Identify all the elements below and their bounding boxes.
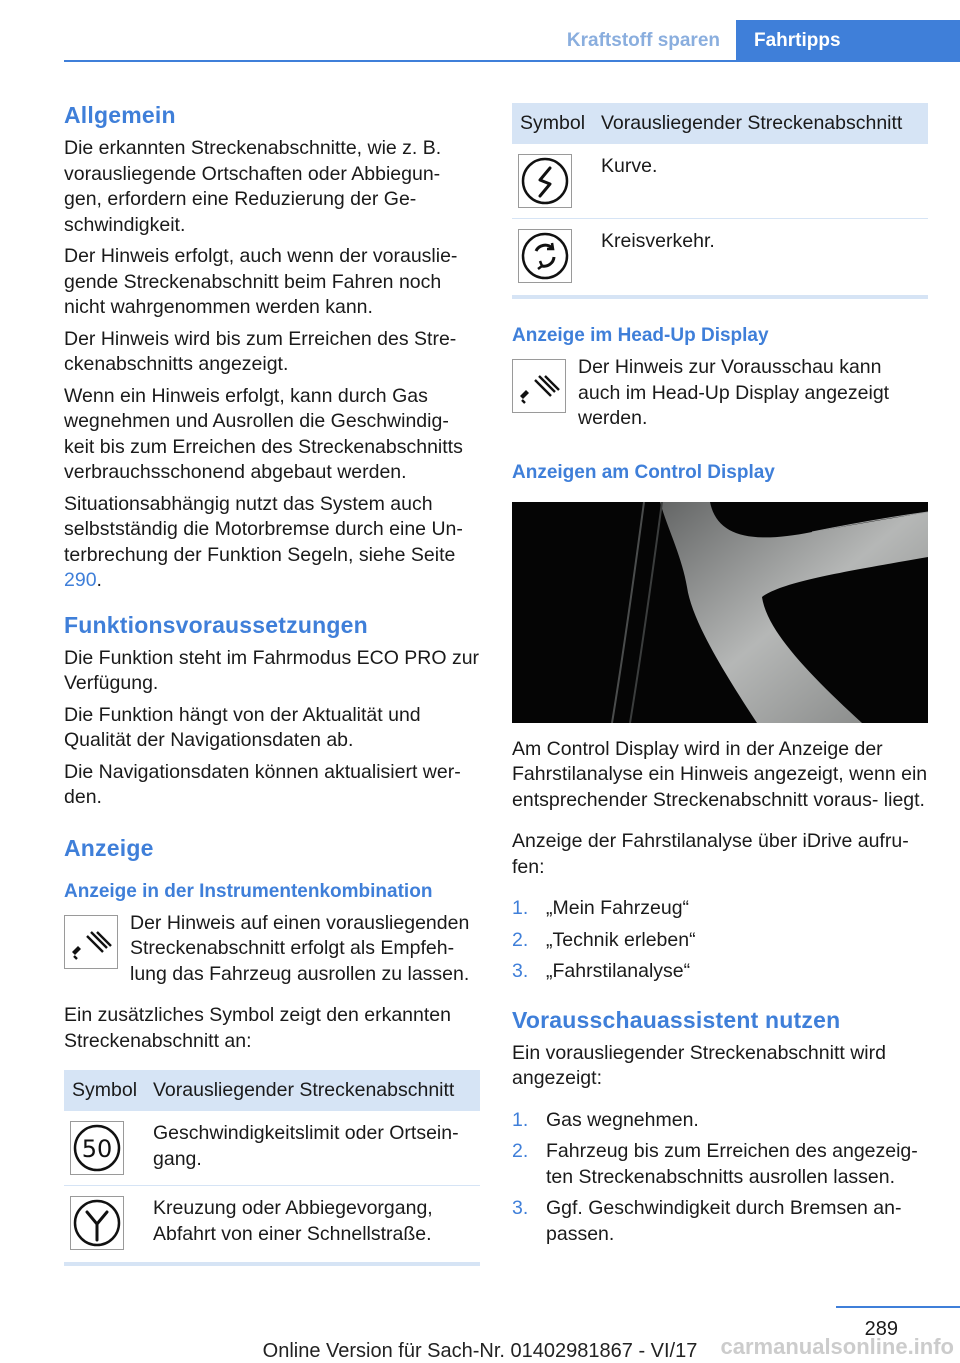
- paragraph: Der Hinweis wird bis zum Erreichen des Stre‐ ckenabschnitts angezeigt.: [64, 327, 457, 375]
- table-cell-text: Kurve.: [593, 144, 928, 219]
- speed-limit-value: 50: [81, 1135, 113, 1163]
- page-reference-link[interactable]: 290: [64, 569, 97, 591]
- paragraph: Ein vorausliegender Streckenabschnitt wird angezeigt:: [512, 1041, 886, 1089]
- paragraph: Die erkannten Streckenabschnitte, wie z. B. vorausliegende Ortschaften oder Abbiegun‐ gen, erfordern eine Reduzierung der Ge‐ schwindigkeit.: [64, 137, 442, 236]
- page-header: [0, 0, 960, 62]
- list-item: [512, 959, 928, 985]
- header-rule: [64, 60, 960, 62]
- table-row: [64, 1186, 480, 1265]
- paragraph: Anzeige der Fahrstilanalyse über iDrive aufru‐ fen:: [512, 830, 909, 878]
- list-item: [512, 1139, 928, 1190]
- table-row: [512, 219, 928, 298]
- heading-allgemein: Allgemein: [64, 102, 176, 128]
- junction-icon: [70, 1196, 124, 1250]
- hud-hint-text: Der Hinweis zur Vorausschau kann auch im Head-Up Display angezeigt werden.: [578, 356, 890, 429]
- list-number: 1.: [512, 1108, 529, 1131]
- subheading-instrumentenkombination: Anzeige in der Instrumentenkombination: [64, 880, 433, 902]
- page-number: 289: [864, 1318, 898, 1340]
- paragraph-text: Situationsabhängig nutzt das System auch selbstständig die Motorbremse durch eine Un‐ terbrechung der Funktion Segeln, siehe Seite: [64, 492, 463, 566]
- table-cell-text: Kreisverkehr.: [593, 219, 928, 298]
- table-row: [64, 1111, 480, 1186]
- symbol-table-right: [512, 103, 928, 299]
- list-number: 3.: [512, 960, 529, 982]
- right-column: [512, 103, 928, 1253]
- coasting-hint-text: Der Hinweis auf einen vorausliegenden Streckenabschnitt erfolgt als Empfeh‐ lung das Fahrzeug ausrollen zu lassen.: [130, 911, 470, 985]
- list-item: [512, 1196, 928, 1247]
- list-text: Fahrzeug bis zum Erreichen des angezeig‐ ten Streckenabschnitts ausrollen lassen.: [546, 1140, 918, 1188]
- heading-funktionsvoraussetzungen: Funktionsvoraussetzungen: [64, 611, 368, 638]
- paragraph: Wenn ein Hinweis erfolgt, kann durch Gas wegnehmen und Ausrollen die Geschwindig‐ keit bis zum Erreichen des Streckenabschnitts verbrauchsschonend abgebaut werden.: [64, 384, 463, 483]
- paragraph: Die Navigationsdaten können aktualisiert wer‐ den.: [64, 760, 461, 808]
- online-version-note: Online Version für Sach-Nr. 01402981867 - VI/17: [262, 1340, 698, 1362]
- footer-rule: [836, 1306, 960, 1308]
- list-number: 2.: [512, 1140, 529, 1162]
- list-text: Gas wegnehmen.: [546, 1108, 699, 1131]
- list-item: [512, 928, 928, 954]
- heading-vorausschauassistent: Vorausschauassistent nutzen: [512, 1006, 841, 1033]
- list-number: 2.: [512, 928, 529, 951]
- list-item: [512, 896, 928, 922]
- list-text: „Technik erleben“: [546, 928, 696, 951]
- control-display-image: [512, 502, 928, 723]
- roundabout-icon: [518, 229, 572, 283]
- paragraph: Am Control Display wird in der Anzeige der Fahrstilanalyse ein Hinweis angezeigt, wenn ein entsprechender Streckenabschnitt voraus‐ liegt.: [512, 737, 928, 811]
- table-header-symbol: Symbol: [64, 1070, 145, 1111]
- idrive-steps-list: [512, 896, 928, 985]
- coasting-hint-block: [64, 911, 480, 988]
- list-text: Ggf. Geschwindigkeit durch Bremsen an‐ passen.: [546, 1197, 902, 1245]
- list-text: „Mein Fahrzeug“: [546, 897, 690, 919]
- subheading-control-display: Anzeigen am Control Display: [512, 461, 775, 483]
- table-header-symbol: Symbol: [512, 103, 593, 144]
- paragraph-with-link: [64, 492, 480, 594]
- table-cell-text: Kreuzung oder Abbiegevorgang, Abfahrt von einer Schnellstraße.: [145, 1186, 480, 1265]
- list-text: „Fahrstilanalyse“: [546, 960, 691, 982]
- period: .: [96, 569, 102, 591]
- watermark: carmanualsonline.info: [720, 1334, 954, 1359]
- subheading-head-up-display: Anzeige im Head-Up Display: [512, 325, 769, 346]
- table-cell-text: Geschwindigkeitslimit oder Ortsein‐ gang.: [145, 1111, 480, 1186]
- usage-steps-list: [512, 1108, 928, 1248]
- header-tab-fahrtipps: Fahrtipps: [736, 20, 960, 61]
- paragraph: Die Funktion steht im Fahrmodus ECO PRO zur Verfügung.: [64, 646, 480, 694]
- table-header-section: Vorausliegender Streckenabschnitt: [593, 103, 928, 144]
- heading-anzeige: Anzeige: [64, 834, 154, 861]
- table-row: [512, 144, 928, 219]
- coasting-foot-icon: [64, 915, 118, 969]
- coasting-foot-icon: [512, 359, 566, 413]
- hud-hint-block: [512, 355, 928, 432]
- list-number: 1.: [512, 897, 529, 919]
- speed-limit-50-icon: [70, 1121, 124, 1175]
- left-column: [64, 100, 480, 1266]
- table-header-section: Vorausliegender Streckenabschnitt: [145, 1070, 480, 1111]
- symbol-table-left: [64, 1070, 480, 1266]
- list-number: 3.: [512, 1197, 529, 1219]
- paragraph: Die Funktion hängt von der Aktualität und Qualität der Navigationsdaten ab.: [64, 703, 421, 751]
- paragraph: Der Hinweis erfolgt, auch wenn der vorauslie‐ gende Streckenabschnitt beim Fahren noch nicht wahrgenommen werden kann.: [64, 245, 458, 318]
- list-item: [512, 1108, 928, 1134]
- curve-icon: [518, 154, 572, 208]
- paragraph: Ein zusätzliches Symbol zeigt den erkannten Streckenabschnitt an:: [64, 1004, 451, 1052]
- header-section-label: Kraftstoff sparen: [566, 30, 720, 51]
